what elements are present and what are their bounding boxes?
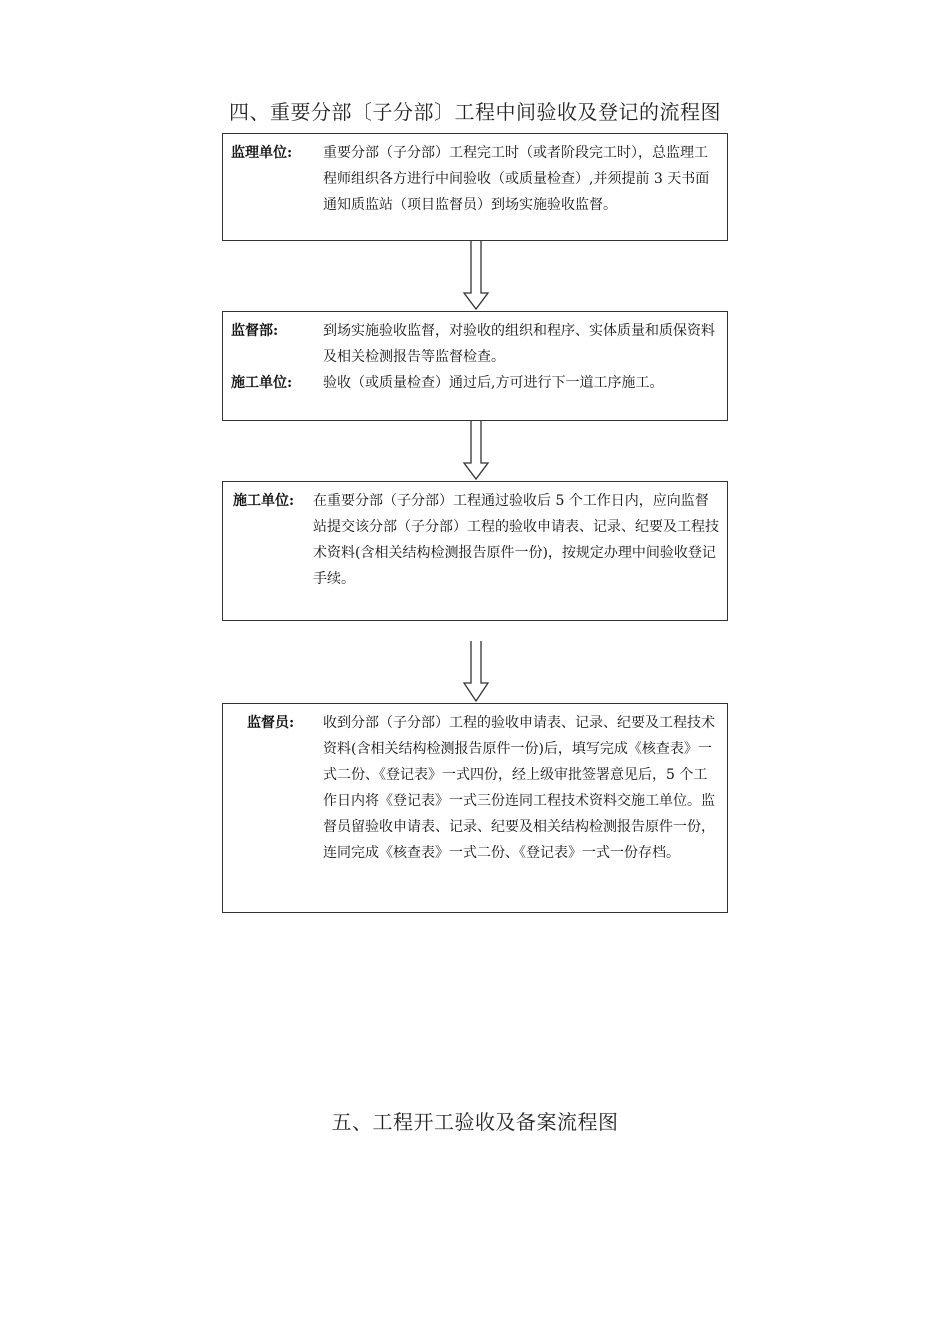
box-label: 监理单位: <box>231 145 293 161</box>
section-5-title: 五、工程开工验收及备案流程图 <box>331 1110 619 1134</box>
box-label: 监督部: <box>231 323 279 339</box>
down-arrow-icon <box>461 421 491 481</box>
box-label: 施工单位: <box>233 493 295 509</box>
box-label: 监督员: <box>247 715 295 731</box>
flow-box-construction-unit <box>222 481 728 621</box>
box-label: 施工单位: <box>231 375 293 391</box>
flow-box-supervisor <box>222 703 728 913</box>
box-text: 重要分部（子分部）工程完工时（或者阶段完工时），总监理工程师组织各方进行中间验收（或质量检查）,并须提前 3 天书面通知质监站（项目监督员）到场实施验收监督。 <box>323 145 710 213</box>
box-text: 收到分部（子分部）工程的验收申请表、记录、纪要及工程技术资料(含相关结构检测报告原件一份)后，填写完成《核查表》一式二份、《登记表》一式四份，经上级审批签署意见后，5 个工作日内将《登记表》一式三份连同工程技术资料交施工单位。监督员留验收申请表、记录、纪要及相关结构检测报告原件一份，连同完成《核查表》一式二份、《登记表》一式一份存档。 <box>323 715 715 861</box>
down-arrow-icon <box>461 621 491 703</box>
box-text: 到场实施验收监督，对验收的组织和程序、实体质量和质保资料及相关检测报告等监督检查。 <box>323 323 715 365</box>
section-4-title: 四、重要分部〔子分部〕工程中间验收及登记的流程图 <box>229 100 721 124</box>
box-text: 在重要分部（子分部）工程通过验收后 5 个工作日内，应向监督站提交该分部（子分部）工程的验收申请表、记录、纪要及工程技术资料(含相关结构检测报告原件一份)，按规定办理中间验收登记手续。 <box>313 493 719 587</box>
down-arrow-icon <box>461 241 491 311</box>
flow-box-supervision-unit <box>222 133 728 241</box>
flow-box-supervision-dept <box>222 311 728 421</box>
box-text: 验收（或质量检查）通过后,方可进行下一道工序施工。 <box>323 375 664 391</box>
